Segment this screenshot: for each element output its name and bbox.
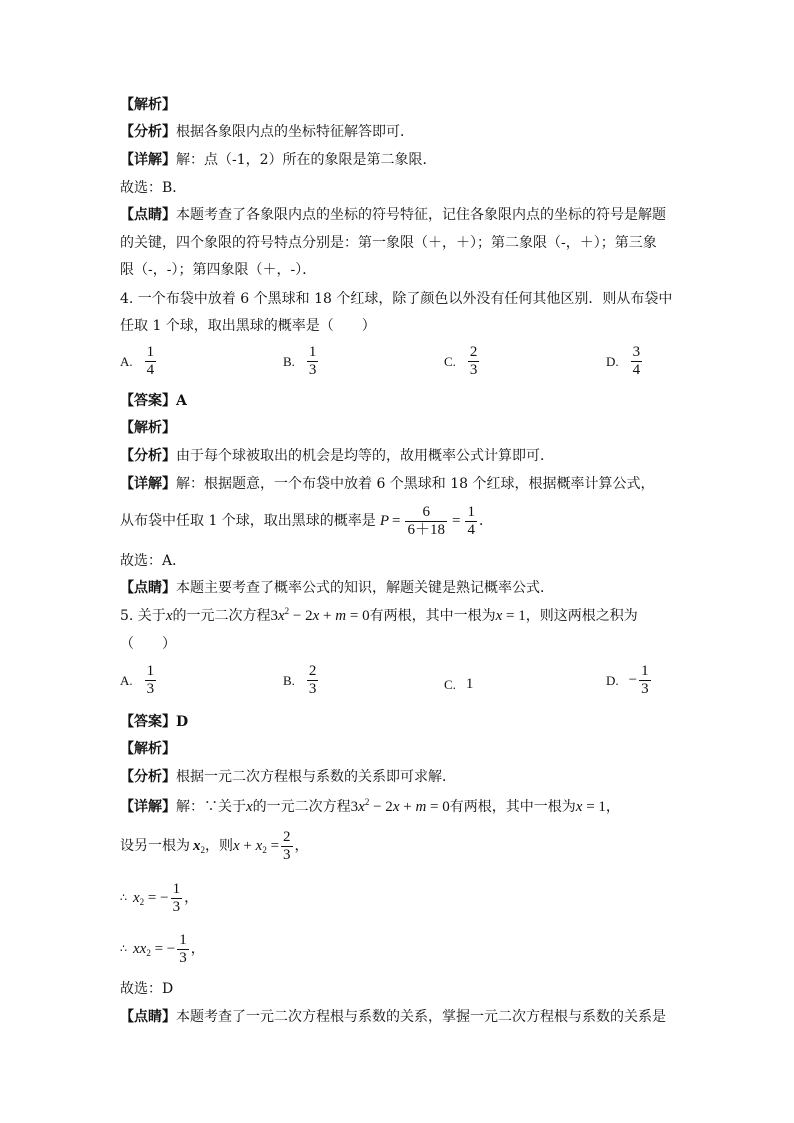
q4-stem-line-2: 任取 1 个球，取出黑球的概率是（ ）	[120, 318, 376, 334]
stem-text: 有两根，其中一根为	[369, 608, 496, 624]
fraction-numerator: 1	[308, 344, 317, 360]
minus-sign: −	[628, 672, 638, 688]
stem-text: 5. 关于	[120, 608, 166, 624]
q5-option-d[interactable]	[606, 663, 653, 698]
detail-text: 解：∵关于	[176, 799, 246, 815]
q5-detail-line	[120, 798, 620, 816]
fraction-denominator: 4	[467, 521, 475, 538]
comma: ，	[190, 941, 205, 957]
q4-remark-line	[120, 579, 554, 597]
option-fraction	[307, 344, 319, 379]
option-fraction	[145, 663, 157, 698]
equation: $3x^2 - 2x + m = 0$	[350, 797, 450, 815]
q5-section-jiexi: 【解析】	[120, 741, 176, 757]
variable-x: x	[246, 799, 253, 815]
detail-text: 有两根，其中一根为	[449, 799, 576, 815]
q5-option-a[interactable]	[120, 663, 158, 698]
variable-p: P	[379, 513, 389, 529]
fraction-numerator: 2	[283, 828, 291, 845]
q5-analysis-line	[120, 768, 456, 786]
period: ．	[478, 513, 493, 529]
q5-remark-line	[120, 1008, 666, 1026]
q4-choice-line: 故选：A．	[120, 553, 187, 569]
option-label: A.	[120, 672, 133, 688]
q4-option-b[interactable]	[283, 344, 320, 379]
option-label: A.	[120, 353, 133, 369]
q4-analysis-line	[120, 447, 554, 465]
analysis-text: 由于每个球被取出的机会是均等的，故用概率公式计算即可．	[176, 448, 554, 464]
fraction-denominator: 3	[308, 681, 317, 697]
fraction-numerator: 1	[172, 880, 181, 897]
detail-tag: 【详解】	[120, 476, 176, 492]
remark-line-3: 限（-，-）；第四象限（＋，-）．	[120, 262, 317, 278]
remark-tag: 【点睛】	[120, 580, 176, 596]
q4-detail-line	[120, 475, 655, 493]
section-jiexi: 【解析】	[120, 97, 176, 113]
q5-option-b[interactable]	[283, 663, 320, 698]
equals-sign: =	[451, 513, 461, 529]
x2-expression: $x_2$ = −	[133, 890, 169, 907]
equation: $3x^2 - 2x + m = 0$	[270, 606, 370, 624]
option-label: B.	[283, 353, 295, 369]
probability-fraction	[405, 504, 447, 539]
stem-text: ，则这两根之积为	[525, 608, 638, 624]
fraction-denominator: 3	[469, 362, 478, 378]
option-fraction	[307, 663, 319, 698]
fraction-numerator: 1	[146, 344, 155, 360]
remark-text: 本题主要考查了概率公式的知识，解题关键是熟记概率公式．	[176, 580, 554, 596]
root-value: x = 1	[575, 799, 606, 815]
fraction-denominator: 3	[179, 949, 187, 966]
fraction-denominator: 3	[146, 681, 155, 697]
detail-tag: 【详解】	[120, 799, 176, 815]
remark-tag: 【点睛】	[120, 1009, 176, 1025]
sum-expression: $x + x_2$ =	[233, 838, 280, 855]
option-label: D.	[606, 353, 619, 369]
analysis-tag: 【分析】	[120, 124, 176, 140]
detail-line	[120, 151, 437, 169]
comma: ，	[184, 890, 199, 906]
detail-tag: 【详解】	[120, 152, 176, 168]
q4-section-jiexi: 【解析】	[120, 420, 176, 436]
fraction-denominator: 3	[172, 898, 181, 915]
detail-text: ，则	[205, 838, 233, 854]
option-label: C.	[444, 353, 456, 369]
fraction-denominator: 4	[632, 362, 641, 378]
detail-text: 解：点（-1，2）所在的象限是第二象限．	[176, 152, 437, 168]
fraction-numerator: 3	[632, 344, 641, 360]
q4-answer: 【答案】A	[120, 393, 187, 409]
fraction-denominator: 3	[283, 846, 291, 863]
option-label: C.	[444, 676, 456, 692]
option-fraction	[145, 344, 157, 379]
fraction-numerator: 1	[146, 663, 155, 679]
q5-option-c[interactable]	[444, 676, 473, 693]
q4-probability-line	[120, 503, 493, 539]
option-fraction	[631, 344, 643, 379]
stem-text: 的一元二次方程	[172, 608, 271, 624]
variable-x: x	[165, 608, 173, 624]
analysis-line	[120, 123, 414, 141]
q4-option-a[interactable]	[120, 344, 158, 379]
detail-text: 设另一根为	[120, 838, 190, 854]
equals-sign: =	[391, 513, 401, 529]
x2-fraction	[171, 881, 183, 916]
fraction-denominator: 6＋18	[407, 521, 445, 538]
analysis-text: 根据各象限内点的坐标特征解答即可．	[176, 124, 414, 140]
q5-stem-line-2: （ ）	[120, 636, 176, 652]
fraction-numerator: 1	[641, 663, 649, 679]
comma: ，	[294, 838, 309, 854]
choice-line: 故选：B．	[120, 180, 187, 196]
remark-line	[120, 206, 666, 224]
q5-x2-line	[120, 880, 198, 916]
q5-product-line	[120, 931, 205, 967]
comma: ，	[605, 799, 620, 815]
root-value: x = 1	[495, 608, 526, 624]
result-fraction	[465, 504, 477, 539]
product-fraction	[177, 932, 189, 967]
fraction-denominator: 3	[641, 681, 649, 697]
analysis-text: 根据一元二次方程根与系数的关系即可求解．	[176, 769, 456, 785]
option-label: D.	[606, 672, 619, 688]
fraction-numerator: 6	[422, 503, 430, 520]
remark-tag: 【点睛】	[120, 207, 176, 223]
option-fraction	[639, 663, 651, 698]
option-fraction	[468, 344, 480, 379]
q5-answer: 【答案】D	[120, 714, 189, 730]
fraction-numerator: 2	[469, 344, 478, 360]
variable-x2: $x_2$	[193, 838, 205, 855]
q5-other-root-line	[120, 828, 309, 864]
fraction-denominator: 4	[146, 362, 155, 378]
q4-option-c[interactable]	[444, 344, 481, 379]
product-expression: $xx_2$ = −	[133, 941, 176, 958]
therefore-symbol: ∴	[120, 942, 127, 955]
q4-stem-line-1: 4. 一个布袋中放着 6 个黑球和 18 个红球，除了颜色以外没有任何其他区别．则从布袋中	[120, 291, 673, 307]
fraction-numerator: 1	[179, 931, 187, 948]
fraction-numerator: 1	[467, 503, 475, 520]
detail-text: 的一元二次方程	[252, 799, 351, 815]
remark-text: 本题考查了一元二次方程根与系数的关系，掌握一元二次方程根与系数的关系是	[176, 1009, 666, 1025]
remark-line-2: 的关键，四个象限的符号特点分别是：第一象限（＋，＋）；第二象限（-，＋）；第三象	[120, 235, 657, 251]
analysis-tag: 【分析】	[120, 448, 176, 464]
therefore-symbol: ∴	[120, 891, 127, 904]
q5-stem-line-1	[120, 607, 638, 625]
detail-text: 解：根据题意，一个布袋中放着 6 个黑球和 18 个红球，根据概率计算公式，	[176, 476, 655, 492]
sum-fraction	[281, 829, 293, 864]
fraction-denominator: 3	[308, 362, 317, 378]
detail-text: 从布袋中任取 1 个球，取出黑球的概率是	[120, 513, 376, 529]
option-value: 1	[465, 676, 474, 692]
analysis-tag: 【分析】	[120, 769, 176, 785]
remark-text: 本题考查了各象限内点的坐标的符号特征，记住各象限内点的坐标的符号是解题	[176, 207, 666, 223]
q4-option-d[interactable]	[606, 344, 644, 379]
option-label: B.	[283, 672, 295, 688]
fraction-numerator: 2	[308, 663, 317, 679]
q5-choice-line: 故选：D	[120, 981, 174, 997]
